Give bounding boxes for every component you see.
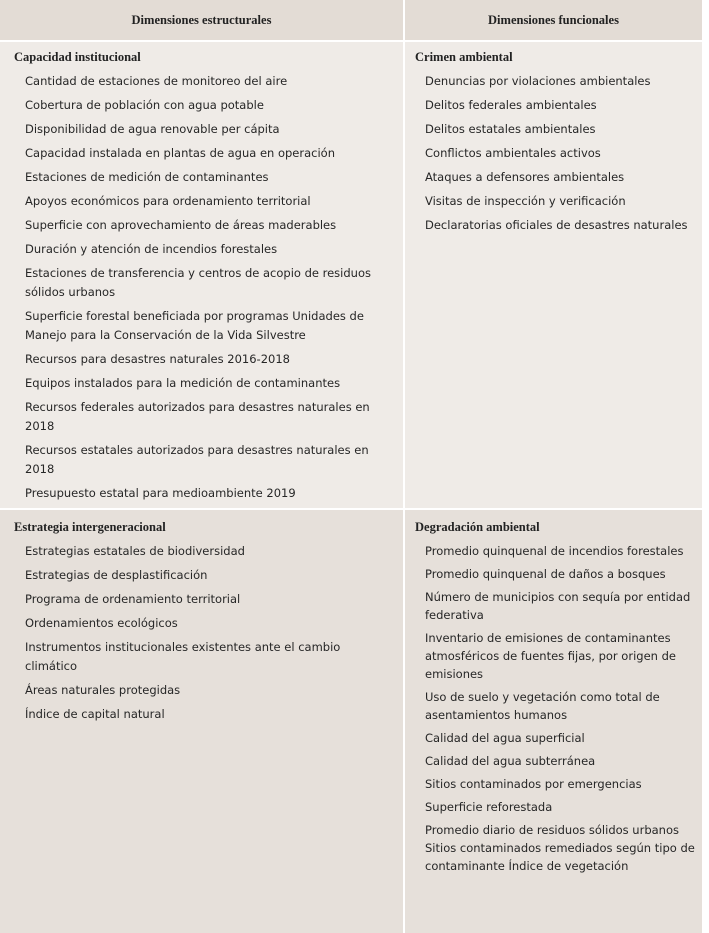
list-item: Declaratorias oficiales de desastres naturales (425, 218, 688, 232)
section-title-estrategia: Estrategia intergeneracional (14, 520, 166, 534)
list-capacidad (25, 72, 395, 508)
list-degradacion (425, 542, 697, 880)
list-item: Superficie forestal beneficiada por programas Unidades de Manejo para la Conservación de la Vida Silvestre (25, 309, 364, 342)
cell-estrategia-intergeneracional (0, 510, 403, 933)
list-item: Promedio quinquenal de daños a bosques (425, 567, 666, 581)
list-item: Programa de ordenamiento territorial (25, 592, 241, 606)
list-item: Capacidad instalada en plantas de agua en operación (25, 146, 335, 160)
list-item: Disponibilidad de agua renovable per cápita (25, 122, 280, 136)
list-item: Estrategias estatales de biodiversidad (25, 544, 245, 558)
list-item: Conflictos ambientales activos (425, 146, 601, 160)
section-title-capacidad: Capacidad institucional (14, 50, 141, 64)
list-item: Índice de capital natural (25, 707, 165, 721)
section-title-degradacion: Degradación ambiental (415, 520, 540, 534)
list-item: Sitios contaminados por emergencias (425, 777, 642, 791)
list-item: Recursos estatales autorizados para desastres naturales en 2018 (25, 443, 369, 476)
list-item: Delitos estatales ambientales (425, 122, 596, 136)
list-item: Áreas naturales protegidas (25, 683, 181, 697)
cell-capacidad-institucional (0, 42, 403, 508)
list-item: Visitas de inspección y verificación (425, 194, 626, 208)
list-item: Ordenamientos ecológicos (25, 616, 178, 630)
list-item: Uso de suelo y vegetación como total de asentamientos humanos (425, 690, 660, 722)
list-item: Recursos federales autorizados para desastres naturales en 2018 (25, 400, 370, 433)
list-item: Calidad del agua subterránea (425, 754, 596, 768)
list-item: Ataques a defensores ambientales (425, 170, 625, 184)
list-item: Recursos para desastres naturales 2016-2018 (25, 352, 290, 366)
list-item: Equipos instalados para la medición de contaminantes (25, 376, 341, 390)
list-item: Duración y atención de incendios forestales (25, 242, 278, 256)
section-title-crimen: Crimen ambiental (415, 50, 513, 64)
list-item: Inventario de emisiones de contaminantes atmosféricos de fuentes fijas, por origen de emisiones (425, 631, 676, 681)
list-item: Superficie con aprovechamiento de áreas maderables (25, 218, 337, 232)
cell-crimen-ambiental (405, 42, 702, 508)
header-structural: Dimensiones estructurales (0, 0, 403, 40)
list-item: Estrategias de desplastificación (25, 568, 208, 582)
list-item: Cantidad de estaciones de monitoreo del aire (25, 74, 288, 88)
list-item: Número de municipios con sequía por entidad federativa (425, 590, 691, 622)
header-functional: Dimensiones funcionales (405, 0, 702, 40)
list-crimen (425, 72, 697, 240)
list-item: Calidad del agua superficial (425, 731, 585, 745)
list-item: Denuncias por violaciones ambientales (425, 74, 651, 88)
list-item: Apoyos económicos para ordenamiento territorial (25, 194, 311, 208)
list-item: Instrumentos institucionales existentes ante el cambio climático (25, 640, 341, 673)
list-item: Promedio quinquenal de incendios forestales (425, 544, 684, 558)
list-item: Superficie reforestada (425, 800, 553, 814)
cell-degradacion-ambiental (405, 510, 702, 933)
list-item: Cobertura de población con agua potable (25, 98, 264, 112)
list-item: Promedio diario de residuos sólidos urbanos Sitios contaminados remediados según tipo de contaminante Índice de vegetación (425, 823, 695, 873)
list-estrategia (25, 542, 395, 729)
list-item: Estaciones de medición de contaminantes (25, 170, 269, 184)
list-item: Estaciones de transferencia y centros de acopio de residuos sólidos urbanos (25, 266, 371, 299)
list-item: Presupuesto estatal para medioambiente 2019 (25, 486, 296, 500)
list-item: Delitos federales ambientales (425, 98, 597, 112)
